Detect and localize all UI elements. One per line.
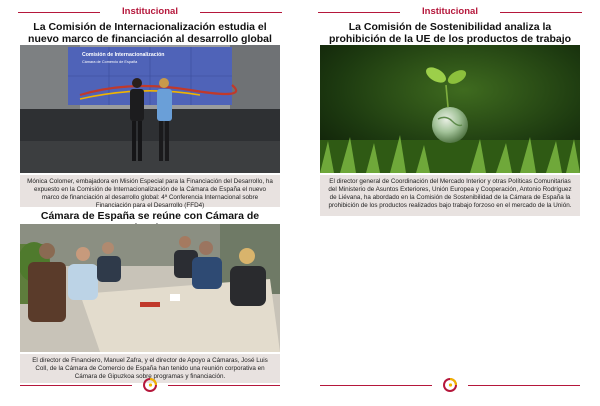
right-page: [300, 0, 600, 406]
section-header: [318, 6, 582, 18]
photo-sostenibilidad: [320, 45, 580, 173]
photo-caption: El director general de Coordinación del Mercado Interior y otras Políticas Comunitarias del Ministerio de Asuntos Exteriores, Unión Europea y Cooperación, Antonio Rodríguez de Liévana, ha abordado en la Comisión de Sostenibilidad de la Cámara de España la prohibición de los productos realizados bajo trabajo forzoso en el mercado de la Unión.: [320, 175, 580, 216]
article-title-sostenibilidad: La Comisión de Sostenibilidad analiza la prohibición de la UE de los productos de trabajo: [328, 21, 572, 45]
page-footer: [320, 378, 580, 392]
photo-caption: Mónica Colomer, embajadora en Misión Especial para la Financiación del Desarrollo, ha expuesto en la Comisión de Internacionalización de la Cámara de España el nuevo marco de financiación al desarrollo global: 4ª Conferencia Internacional sobre Financiación para el Desarrollo (FFD4): [20, 175, 280, 207]
camara-logo-icon: [443, 378, 457, 392]
photo-internacionalizacion: [20, 45, 280, 173]
camara-logo-icon: [143, 378, 157, 392]
section-label: Institucional: [422, 6, 478, 17]
article-title-internacionalizacion: La Comisión de Internacionalización estudia el nuevo marco de financiación al desarrollo global: [28, 21, 272, 45]
article-title-gipuzkoa: Cámara de España se reúne con Cámara de: [40, 210, 260, 222]
photo-gipuzkoa: [20, 224, 280, 352]
section-label: Institucional: [122, 6, 178, 17]
page-footer: [20, 378, 280, 392]
section-header: [18, 6, 282, 18]
screen-text-2: Cámara de Comercio de España: [82, 60, 138, 64]
photo-caption: El director de Financiero, Manuel Zafra, y el director de Apoyo a Cámaras, José Luis Coll, de la Cámara de Comercio de España han tenido una reunión corporativa en Cámara de Gipuzkoa sobre programas y financiación.: [20, 354, 280, 383]
screen-text-1: Comisión de Internacionalización: [82, 52, 165, 58]
